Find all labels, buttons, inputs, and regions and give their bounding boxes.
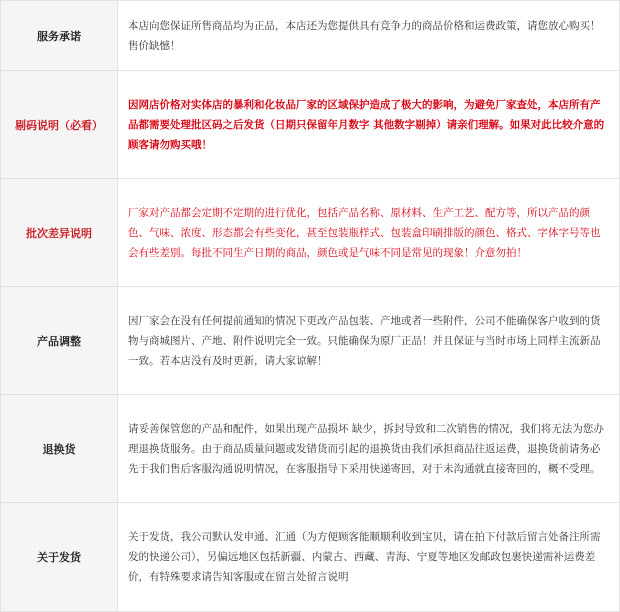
row-label-shipping: 关于发货 [1, 503, 118, 612]
row-label-batch-difference: 批次差异说明 [1, 179, 118, 287]
row-text-returns: 请妥善保管您的产品和配件，如果出现产品损坏 缺少，拆封导致和二次销售的情况，我们将无法为您办理退换货服务。由于商品质量问题或发错货而引起的退换货由我们承担商品往返运费，退换货前请务必先于我们售后客服沟通说明情况，在客服指导下采用快递寄回，对于未沟通就直接寄回的，概不受理。 [128, 422, 604, 475]
row-content-code-removal [118, 71, 620, 179]
policy-row-shipping [1, 503, 620, 612]
row-text-shipping: 关于发货，我公司默认发申通、汇通（为方便顾客能顺顺利收到宝贝，请在拍下付款后留言处备注所需发的快递公司），另偏远地区包括新疆、内蒙古、西藏、青海、宁夏等地区发邮政包裹快递需补运费差价，有特殊要求请告知客服或在留言处留言说明 [128, 531, 601, 583]
policy-row-code-removal [1, 71, 620, 179]
row-text-code-removal: 因网店价格对实体店的暴利和化妆品厂家的区域保护造成了极大的影响，为避免厂家查处，本店所有产品都需要处理批区码之后发货（日期只保留年月数字 其他数字剔掉）请亲们理解。如果对此比较介意的顾客请勿购买哦！ [128, 98, 605, 151]
row-text-batch-difference: 厂家对产品都会定期不定期的进行优化，包括产品名称、原材料、生产工艺、配方等，所以产品的颜色、气味、浓度、形态都会有些变化，甚至包装瓶样式、包装盒印刷排版的颜色、格式、字体字号等也会有些差别。每批不同生产日期的商品，颜色或是气味不同是常见的现象！介意勿拍！ [128, 206, 601, 259]
policy-row-product-adjustment [1, 287, 620, 395]
row-content-batch-difference [118, 179, 620, 287]
row-text-service-promise: 本店向您保证所售商品均为正品，本店还为您提供具有竞争力的商品价格和运费政策，请您放心购买！售价缺憾！ [128, 19, 601, 52]
row-content-returns [118, 395, 620, 503]
row-label-returns: 退换货 [1, 395, 118, 503]
policy-row-service-promise [1, 1, 620, 71]
row-content-shipping [118, 503, 620, 612]
row-label-code-removal: 剔码说明（必看） [1, 71, 118, 179]
policy-row-returns [1, 395, 620, 503]
row-content-product-adjustment [118, 287, 620, 395]
row-text-product-adjustment: 因厂家会在没有任何提前通知的情况下更改产品包装、产地或者一些附件，公司不能确保客户收到的货物与商城图片、产地、附件说明完全一致。只能确保为原厂正品！并且保证与当时市场上同样主流新品一致。若本店没有及时更新，请大家谅解！ [128, 314, 601, 367]
row-label-service-promise: 服务承诺 [1, 1, 118, 71]
row-label-product-adjustment: 产品调整 [1, 287, 118, 395]
row-content-service-promise [118, 1, 620, 71]
policy-row-batch-difference [1, 179, 620, 287]
